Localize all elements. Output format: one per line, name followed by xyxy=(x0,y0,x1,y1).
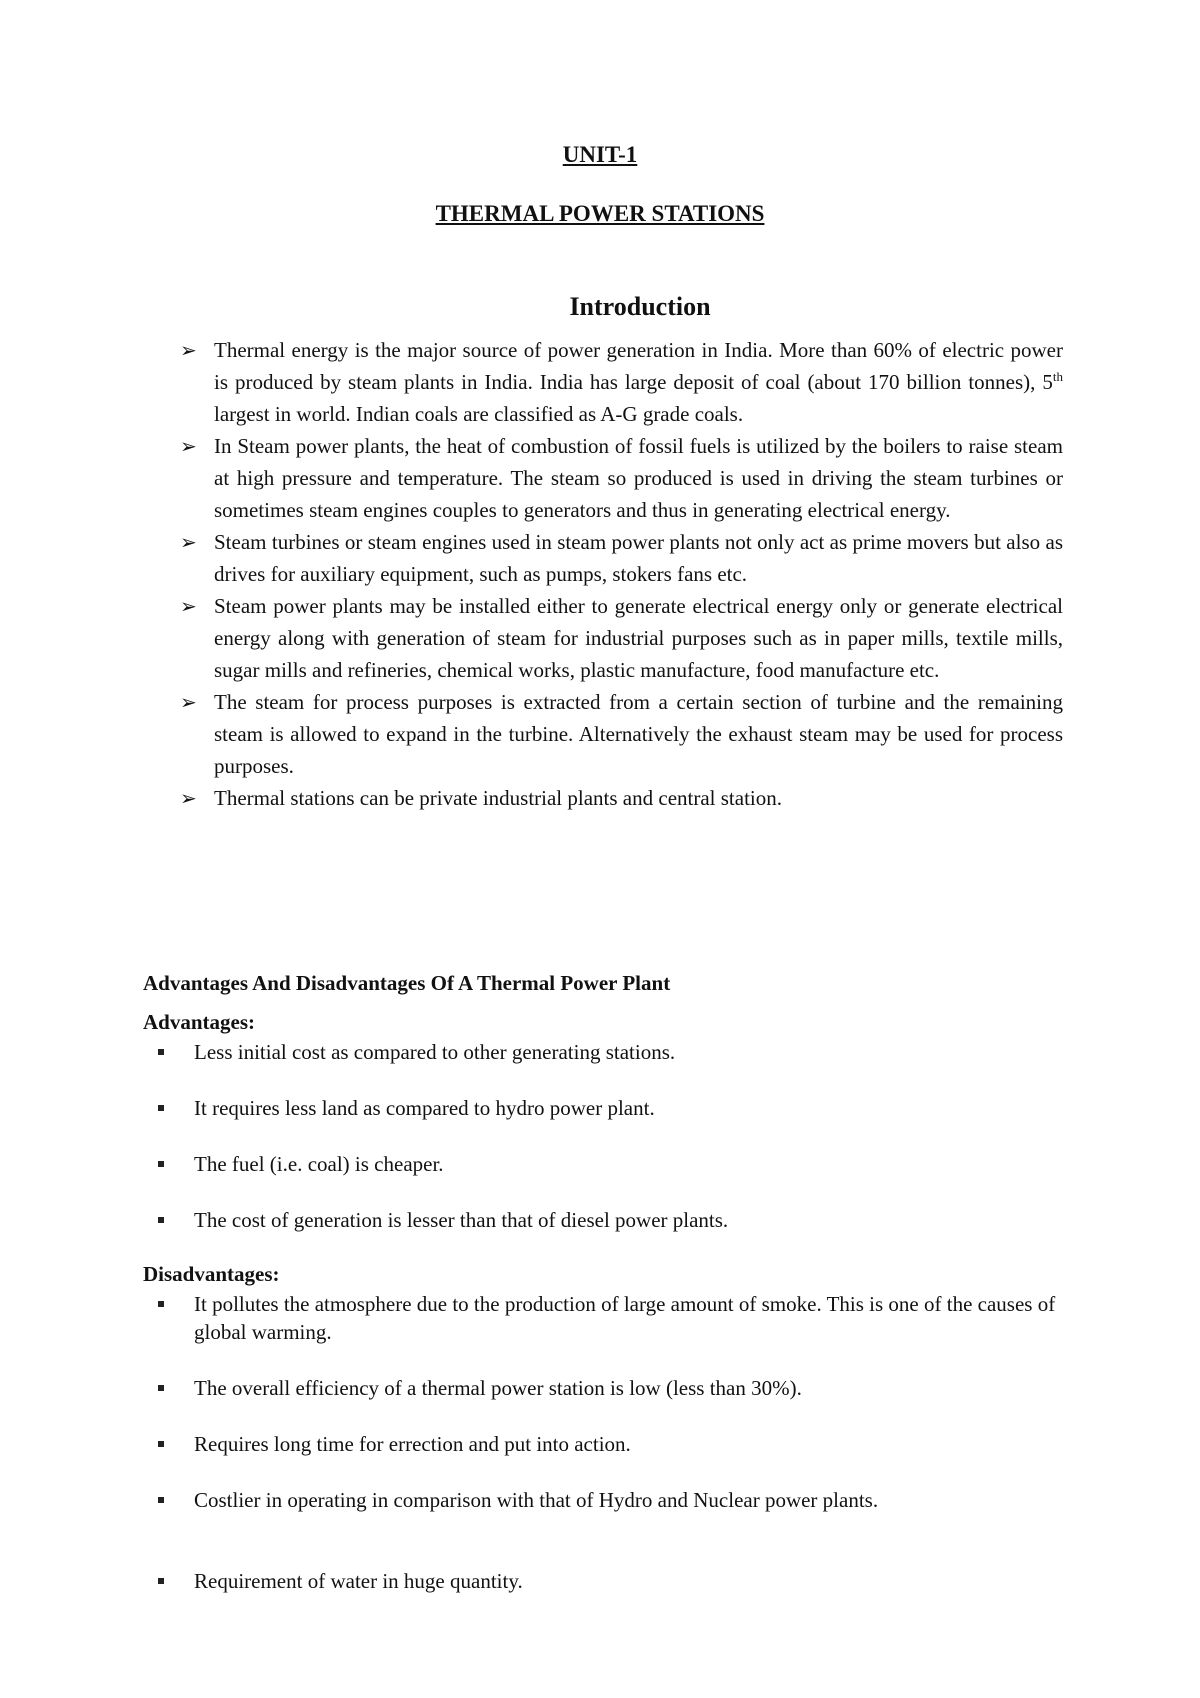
arrow-bullet-icon: ➢ xyxy=(180,338,197,362)
intro-bullet-text-cont: largest in world. Indian coals are classified as A-G grade coals. xyxy=(214,402,744,426)
square-bullet-icon xyxy=(158,1217,164,1223)
introduction-heading: Introduction xyxy=(569,292,711,321)
arrow-bullet-icon: ➢ xyxy=(180,786,197,810)
square-bullet-icon xyxy=(158,1385,164,1391)
advantage-text: The cost of generation is lesser than that of diesel power plants. xyxy=(194,1208,729,1232)
intro-bullet xyxy=(180,686,1063,782)
advantage-text: Less initial cost as compared to other generating stations. xyxy=(194,1040,676,1064)
intro-bullet-text: Steam power plants may be installed either to generate electrical energy only or generate electrical energy along with generation of steam for industrial purposes such as in paper mills, textile mills, sugar mills and refineries, chemical works, plastic manufacture, food manufacture etc. xyxy=(214,594,1063,682)
arrow-bullet-icon: ➢ xyxy=(180,690,197,714)
advantages-heading: Advantages: xyxy=(143,1010,256,1034)
intro-bullet xyxy=(180,334,1063,430)
advantage-text: The fuel (i.e. coal) is cheaper. xyxy=(194,1152,444,1176)
disadvantage-item xyxy=(158,1486,1063,1514)
square-bullet-icon xyxy=(158,1049,164,1055)
intro-bullet-text: Thermal energy is the major source of power generation in India. More than 60% of electric power is produced by steam plants in India. India has large deposit of coal (about 170 billion tonnes), 5 xyxy=(214,338,1063,394)
disadvantage-item xyxy=(158,1430,1063,1458)
disadvantage-text: The overall efficiency of a thermal power station is low (less than 30%). xyxy=(194,1376,802,1400)
arrow-bullet-icon: ➢ xyxy=(180,530,197,554)
main-title: THERMAL POWER STATIONS xyxy=(435,201,765,226)
unit-title: UNIT-1 xyxy=(562,142,638,167)
intro-bullet-text: In Steam power plants, the heat of combustion of fossil fuels is utilized by the boilers to raise steam at high pressure and temperature. The steam so produced is used in driving the steam turbines or sometimes steam engines couples to generators and thus in generating electrical energy. xyxy=(214,434,1063,522)
intro-bullet xyxy=(180,430,1063,526)
disadvantage-text: Requirement of water in huge quantity. xyxy=(194,1569,523,1593)
square-bullet-icon xyxy=(158,1161,164,1167)
advantage-item xyxy=(158,1094,1063,1122)
disadvantage-item xyxy=(158,1374,1063,1402)
disadvantage-item xyxy=(158,1290,1063,1346)
intro-bullet xyxy=(180,590,1063,686)
disadvantage-text: Costlier in operating in comparison with that of Hydro and Nuclear power plants. xyxy=(194,1488,879,1512)
disadvantage-text: Requires long time for errection and put into action. xyxy=(194,1432,631,1456)
square-bullet-icon xyxy=(158,1578,164,1584)
intro-bullet-text: Thermal stations can be private industrial plants and central station. xyxy=(214,786,782,810)
arrow-bullet-icon: ➢ xyxy=(180,594,197,618)
introduction-list xyxy=(180,334,1063,814)
square-bullet-icon xyxy=(158,1105,164,1111)
intro-bullet xyxy=(180,782,1063,814)
advantage-item xyxy=(158,1038,1063,1066)
advantage-item xyxy=(158,1206,1063,1234)
superscript: th xyxy=(1052,369,1063,384)
intro-bullet-text: Steam turbines or steam engines used in steam power plants not only act as prime movers but also as drives for auxiliary equipment, such as pumps, stokers fans etc. xyxy=(214,530,1063,586)
square-bullet-icon xyxy=(158,1301,164,1307)
square-bullet-icon xyxy=(158,1497,164,1503)
advantage-item xyxy=(158,1150,1063,1178)
disadvantage-text: It pollutes the atmosphere due to the production of large amount of smoke. This is one of the causes of global warming. xyxy=(194,1292,1056,1344)
advantage-text: It requires less land as compared to hydro power plant. xyxy=(194,1096,655,1120)
square-bullet-icon xyxy=(158,1441,164,1447)
intro-bullet-text: The steam for process purposes is extracted from a certain section of turbine and the remaining steam is allowed to expand in the turbine. Alternatively the exhaust steam may be used for process purposes. xyxy=(214,690,1063,778)
disadvantage-item xyxy=(158,1567,1063,1595)
adv-disadv-heading: Advantages And Disadvantages Of A Thermal Power Plant xyxy=(143,971,671,995)
disadvantages-heading: Disadvantages: xyxy=(143,1262,280,1286)
intro-bullet xyxy=(180,526,1063,590)
arrow-bullet-icon: ➢ xyxy=(180,434,197,458)
